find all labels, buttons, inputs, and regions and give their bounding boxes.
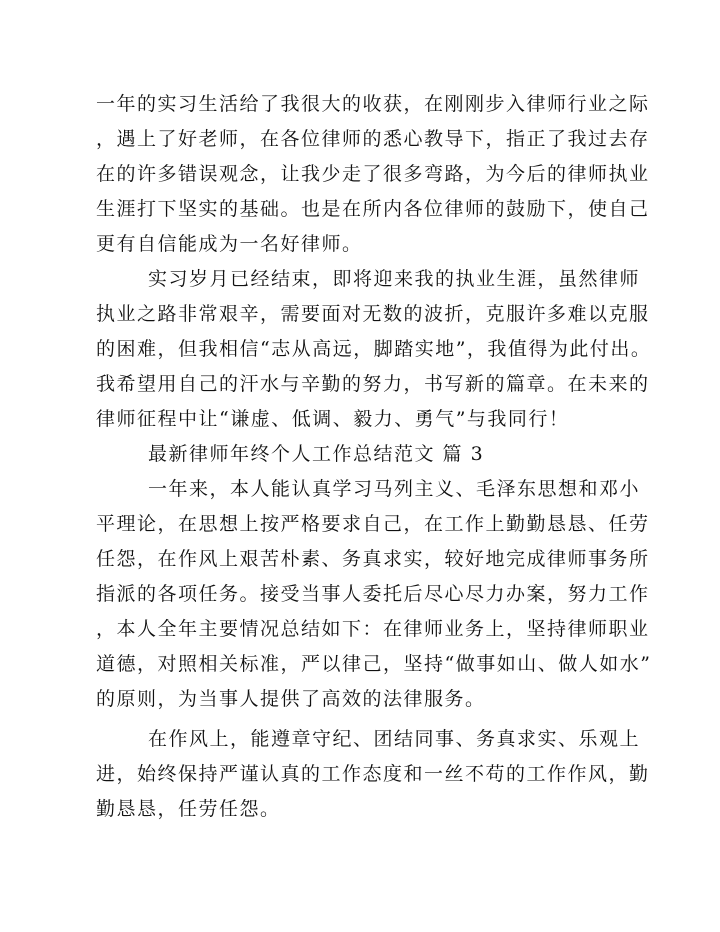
paragraph-start-line: 一年来，本人能认真学习马列主义、毛泽东思想和邓小 [148, 478, 641, 500]
text-line: 生涯打下坚实的基础。也是在所内各位律师的鼓励下，使自己 [96, 198, 650, 220]
text-line: 执业之路非常艰辛，需要面对无数的波折，克服许多难以克服 [96, 303, 650, 325]
text-line: 平理论，在思想上按严格要求自己，在工作上勤勤恳恳、任劳 [96, 513, 650, 535]
text-line: 任怨，在作风上艰苦朴素、务真求实，较好地完成律师事务所 [96, 548, 650, 570]
paragraph-start-line: 实习岁月已经结束，即将迎来我的执业生涯，虽然律师 [148, 268, 641, 290]
text-line: 的困难，但我相信“志从高远，脚踏实地”，我值得为此付出。 [96, 338, 652, 360]
text-line: 指派的各项任务。接受当事人委托后尽心尽力办案，努力工作 [96, 583, 650, 605]
paragraph-start-line: 在作风上，能遵章守纪、团结同事、务真求实、乐观上 [148, 728, 641, 750]
text-line: 进，始终保持严谨认真的工作态度和一丝不苟的工作作风，勤 [96, 763, 650, 785]
text-line: 道德，对照相关标准，严以律己，坚持“做事如山、做人如水” [96, 653, 652, 675]
text-line: 更有自信能成为一名好律师。 [96, 233, 363, 255]
text-line: 律师征程中让“谦虚、低调、毅力、勇气”与我同行！ [96, 408, 570, 430]
text-line: 在的许多错误观念，让我少走了很多弯路，为今后的律师执业 [96, 163, 650, 185]
text-line: ，遇上了好老师，在各位律师的悉心教导下，指正了我过去存 [96, 128, 650, 150]
text-line: 一年的实习生活给了我很大的收获，在刚刚步入律师行业之际 [96, 93, 650, 115]
text-line: 我希望用自己的汗水与辛勤的努力，书写新的篇章。在未来的 [96, 373, 650, 395]
text-line: ，本人全年主要情况总结如下：在律师业务上，坚持律师职业 [96, 618, 650, 640]
section-heading: 最新律师年终个人工作总结范文 篇 3 [148, 443, 485, 465]
text-line: 勤恳恳，任劳任怨。 [96, 798, 281, 820]
text-line: 的原则，为当事人提供了高效的法律服务。 [96, 688, 486, 710]
